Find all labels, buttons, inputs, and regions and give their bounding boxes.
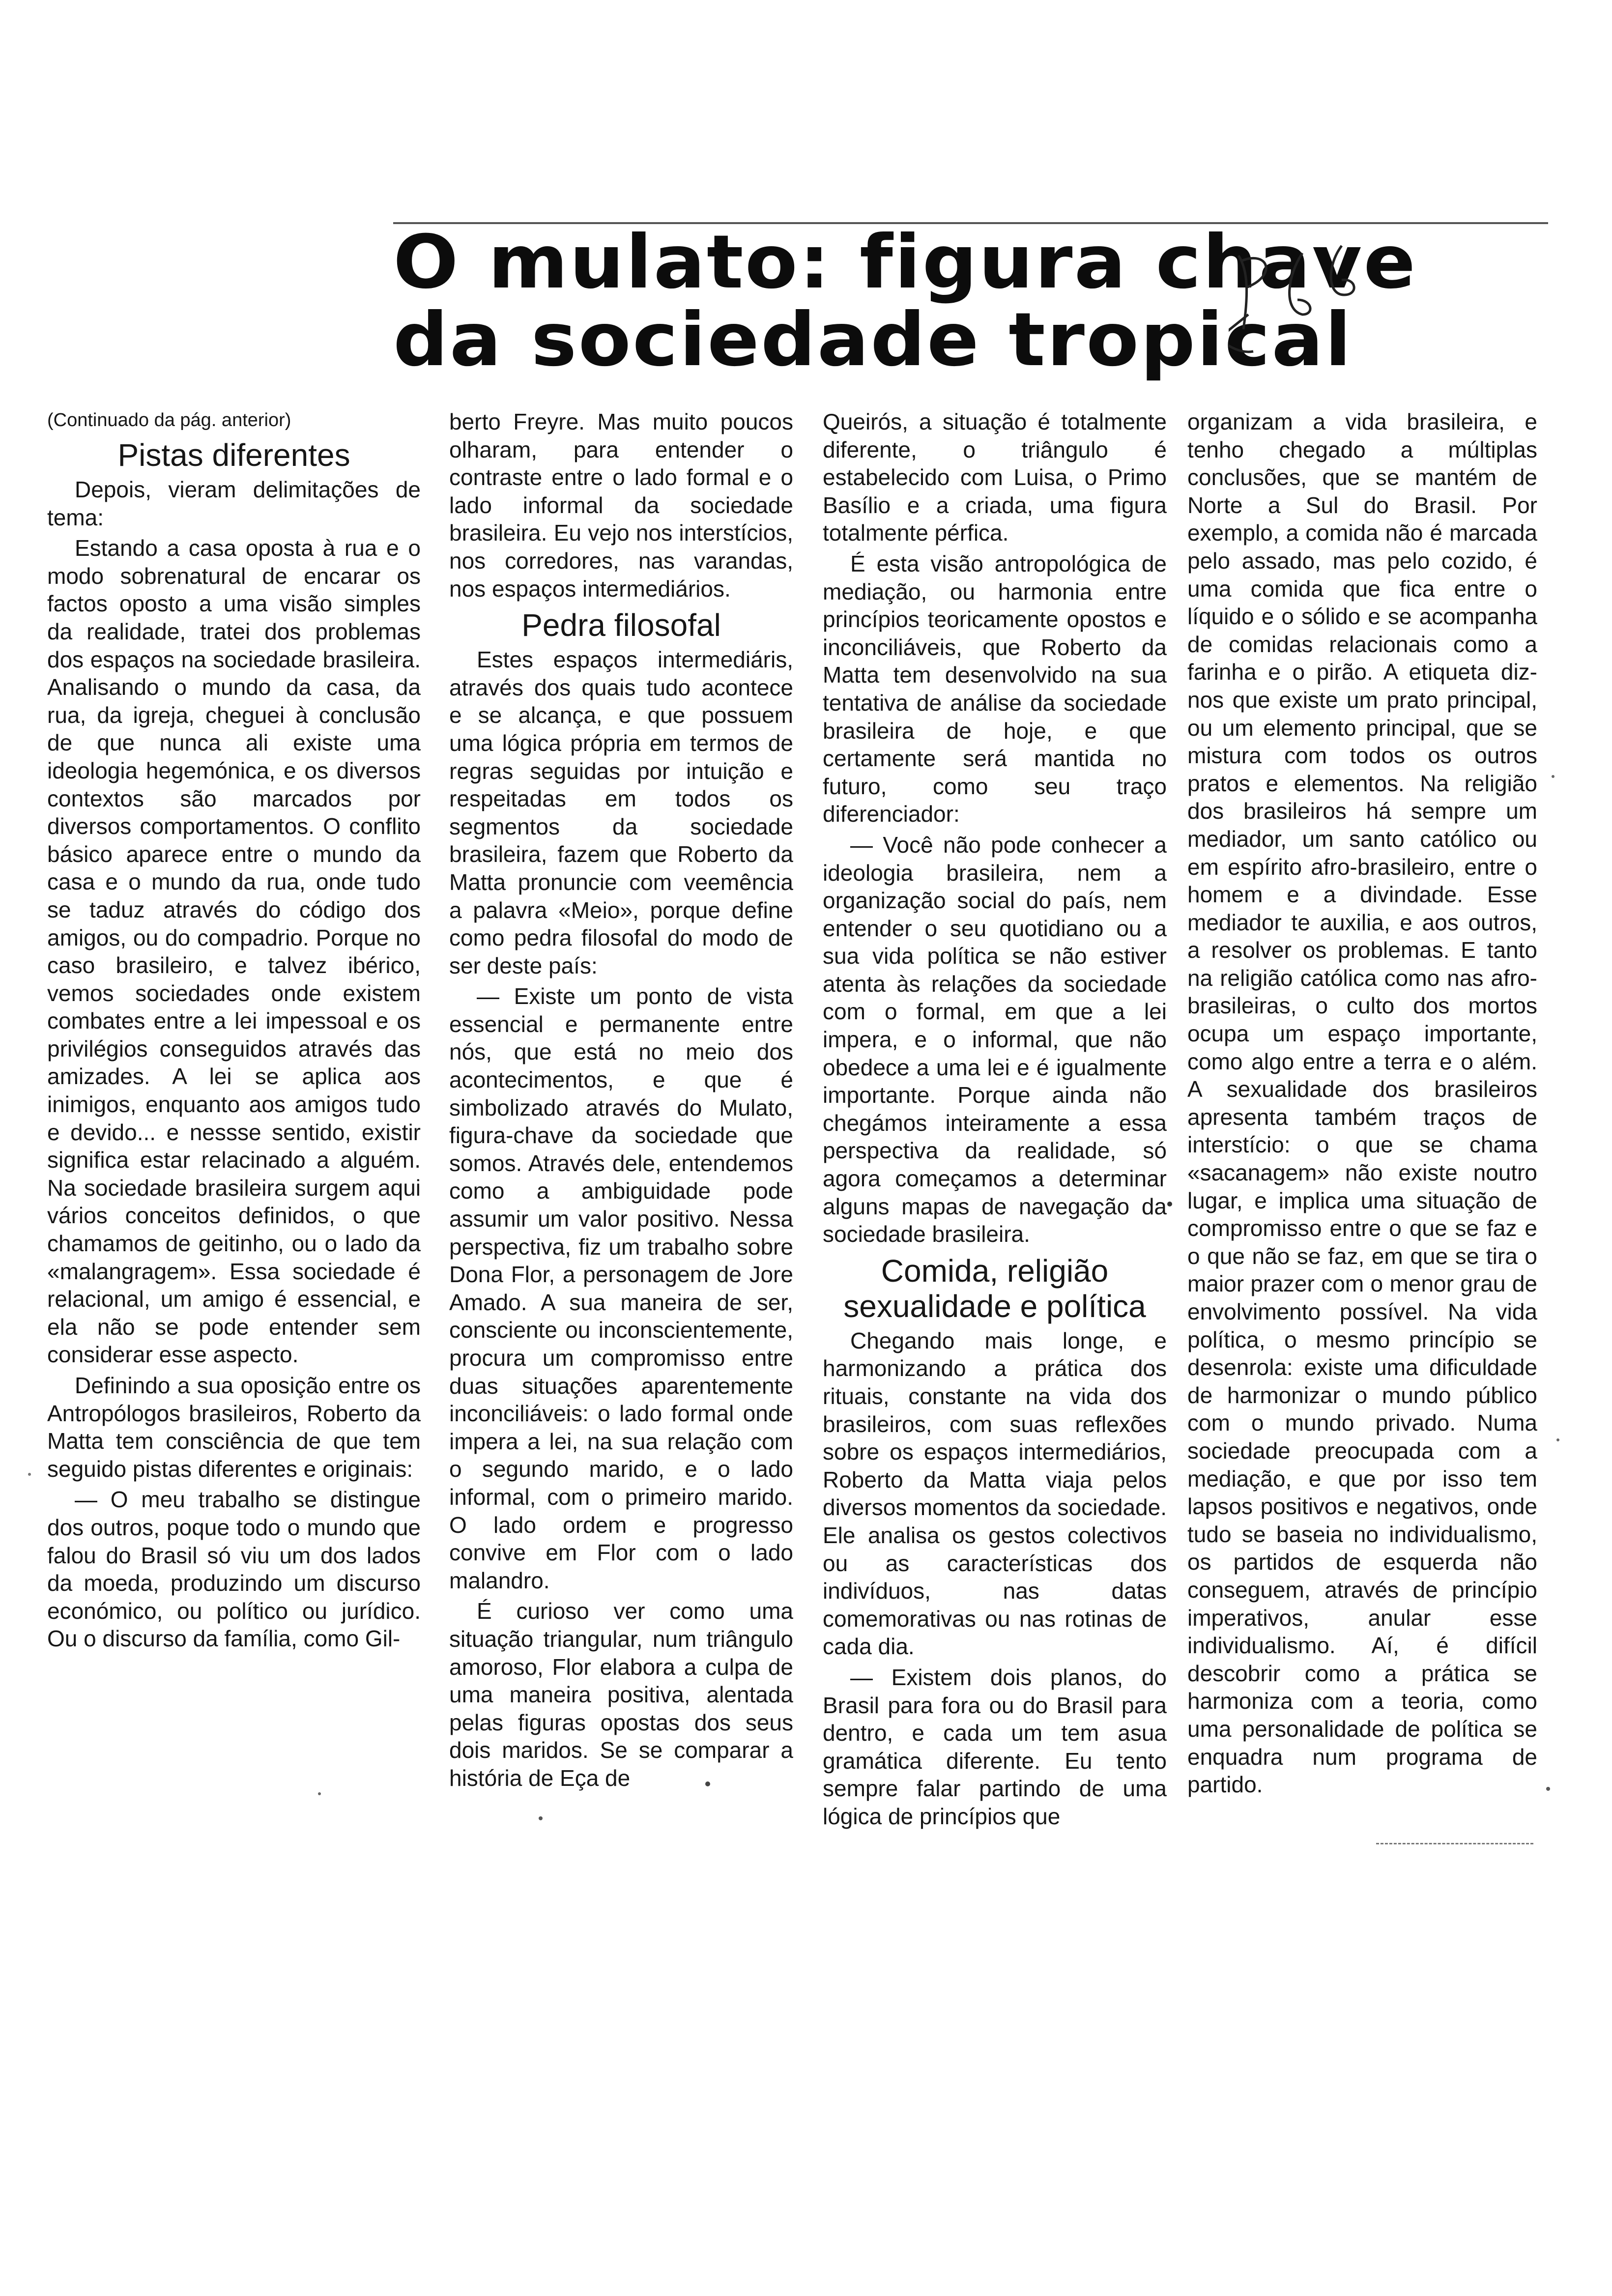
paragraph: organizam a vida brasileira, e tenho chegado a múltiplas conclusões, que se mantém de Norte a Sul do Brasil. Por exemplo, a comida não é marcada pelo assado, mas pelo cozido, é uma comida que fica entre o líquido e o sólido e se acompanha de comidas relacionais como a farinha e o pirão. A etiqueta diz-nos que existe um prato principal, ou um elemento principal, que se mistura com todos os outros pratos e elementos. Na religião dos brasileiros há sempre um mediador, um santo católico ou em espírito afro-brasileiro, entre o homem e a divindade. Esse mediador te auxilia, e aos outros, a resolver os problemas. E tanto na religião católica como nas afro-brasileiras, o culto dos mortos ocupa um espaço importante, como algo entre a terra e o além. A sexualidade dos brasileiros apresenta também traços de interstício: o que se chama «sacanagem» não existe noutro lugar, e implica uma situação de compromisso entre o que se faz e o que não se faz, em que se tira o maior prazer com o menor grau de envolvimento possível. Na vida política, o mesmo princípio se desenrola: existe uma dificuldade de harmonizar o mundo público com o mundo privado. Numa sociedade preocupada com a mediação, e que por isso tem lapsos positivos e negativos, onde tudo se baseia no individualismo, os partidos de esquerda não conseguem, através de princípio imperativos, anular esse individualismo. Aí, é difícil descobrir como a prática se harmoniza com a teoria, como uma personalidade de política se enquadra num programa de partido. [1187,409,1537,1798]
section-title-comida-line-2: sexualidade e política [843,1288,1146,1324]
paragraph: — O meu trabalho se distingue dos outros, poque todo o mundo que falou do Brasil só viu um dos lados da moeda, produzindo um discurso económico, ou político ou jurídico. Ou o discurso da família, como Gil- [47,1487,421,1652]
continued-note: (Continuado da pág. anterior) [47,410,291,430]
headline-line-1: O mulato: figura chave [393,220,1417,305]
paragraph: — Você não pode conhecer a ideologia brasileira, nem a organização social do país, nem entender o seu quotidiano ou a sua vida política se não estiver atenta às relações da sociedade com o formal, em que a lei impera, e o informal, que não obedece a uma lei e é igualmente importante. Porque ainda não chegámos inteiramente a essa perspectiva da realidade, só agora começamos a determinar alguns mapas de navegação da sociedade brasileira. [823,832,1167,1247]
paragraph: — Existem dois planos, do Brasil para fora ou do Brasil para dentro, e cada um tem asua gramática diferente. Eu tento sempre falar partindo de uma lógica de princípios que [823,1664,1167,1829]
column-3 [823,408,1167,1834]
paragraph: Estando a casa oposta à rua e o modo sobrenatural de encarar os factos oposto a uma visão simples da realidade, tratei dos problemas dos espaços na sociedade brasileira. Analisando o mundo da casa, da rua, da igreja, cheguei à conclusão de que nunca ali existe uma ideologia hegemónica, e os diversos contextos são marcados por diversos comportamentos. O conflito básico aparece entre o mundo da casa e o mundo da rua, onde tudo se taduz através do código dos amigos, ou do compadrio. Porque no caso brasileiro, e talvez ibérico, vemos sociedades onde existem combates entre a lei impessoal e os privilégios conseguidos através das amizades. A lei se aplica aos inimigos, enquanto aos amigos tudo e devido... e nessse sentido, existir significa estar relacinado a alguém. Na sociedade brasileira surgem aqui vários conceitos definidos, o que chamamos de geitinho, ou o lado da «malangragem». Essa sociedade é relacional, um amigo é essencial, e ela não se pode entender sem considerar esse aspecto. [47,535,421,1368]
paragraph: É esta visão antropológica de mediação, ou harmonia entre princípios teoricamente opostos e inconciliáveis, que Roberto da Matta tem desenvolvido na sua tentativa de análise da sociedade brasileira de hoje, e que certamente será mantida no futuro, como seu traço diferenciador: [823,550,1167,827]
paragraph: Chegando mais longe, e harmonizando a prática dos rituais, constante na vida dos brasileiros, com suas reflexões sobre os espaços intermediários, Roberto da Matta viaja pelos diversos momentos da sociedade. Ele analisa os gestos colectivos ou as características dos indivíduos, nas datas comemorativas ou nas rotinas de cada dia. [823,1327,1167,1660]
section-title-pedra: Pedra filosofal [521,607,721,643]
headline-line-2: da sociedade tropical [393,297,1353,383]
column-4 [1187,408,1537,1802]
section-title-comida-line-1: Comida, religião [881,1253,1109,1289]
paragraph: — Existe um ponto de vista essencial e permanente entre nós, que está no meio dos acontecimentos, e que é simbolizado através do Mulato, figura-chave da sociedade que somos. Através dele, entendemos como a ambiguidade pode assumir um valor positivo. Nessa perspectiva, fiz um trabalho sobre Dona Flor, a personagem de Jore Amado. A sua maneira de ser, consciente ou inconscientemente, procura um compromisso entre duas situações aparentemente inconciliáveis: o lado formal onde impera a lei, na sua relação com o segundo marido, e o lado informal, com o primeiro marido. O lado ordem e progresso convive em Flor com o lado malandro. [449,983,793,1593]
paragraph: Estes espaços intermediáris, através dos quais tudo acontece e se alcança, e que possuem uma lógica própria em termos de regras seguidas por intuição e respeitadas em todos os segmentos da sociedade brasileira, fazem que Roberto da Matta pronuncie com veemência a palavra «Meio», porque define como pedra filosofal do modo de ser deste país: [449,647,793,978]
paragraph: Depois, vieram delimitações de tema: [47,477,421,530]
bottom-rule [1376,1843,1533,1844]
handwritten-note [1229,241,1391,359]
column-1 [47,408,421,1656]
column-2 [449,408,793,1795]
headline [393,220,1417,383]
section-title-pistas: Pistas diferentes [117,437,350,473]
paragraph: berto Freyre. Mas muito poucos olharam, para entender o contraste entre o lado formal e o lado informal da sociedade brasileira. Eu vejo nos interstícios, nos corredores, nas varandas, nos espaços intermediários. [449,409,793,602]
paragraph: Definindo a sua oposição entre os Antropólogos brasileiros, Roberto da Matta tem consciência de que tem seguido pistas diferentes e originais: [47,1373,421,1482]
paragraph: É curioso ver como uma situação triangular, num triângulo amoroso, Flor elabora a culpa de uma maneira positiva, alentada pelas figuras opostas dos seus dois maridos. Se se comparar a história de Eça de [449,1598,793,1791]
section-title-comida [823,1253,1167,1324]
paragraph: Queirós, a situação é totalmente diferente, o triângulo é estabelecido com Luisa, o Primo Basílio e a criada, uma figura totalmente pérfica. [823,409,1167,546]
